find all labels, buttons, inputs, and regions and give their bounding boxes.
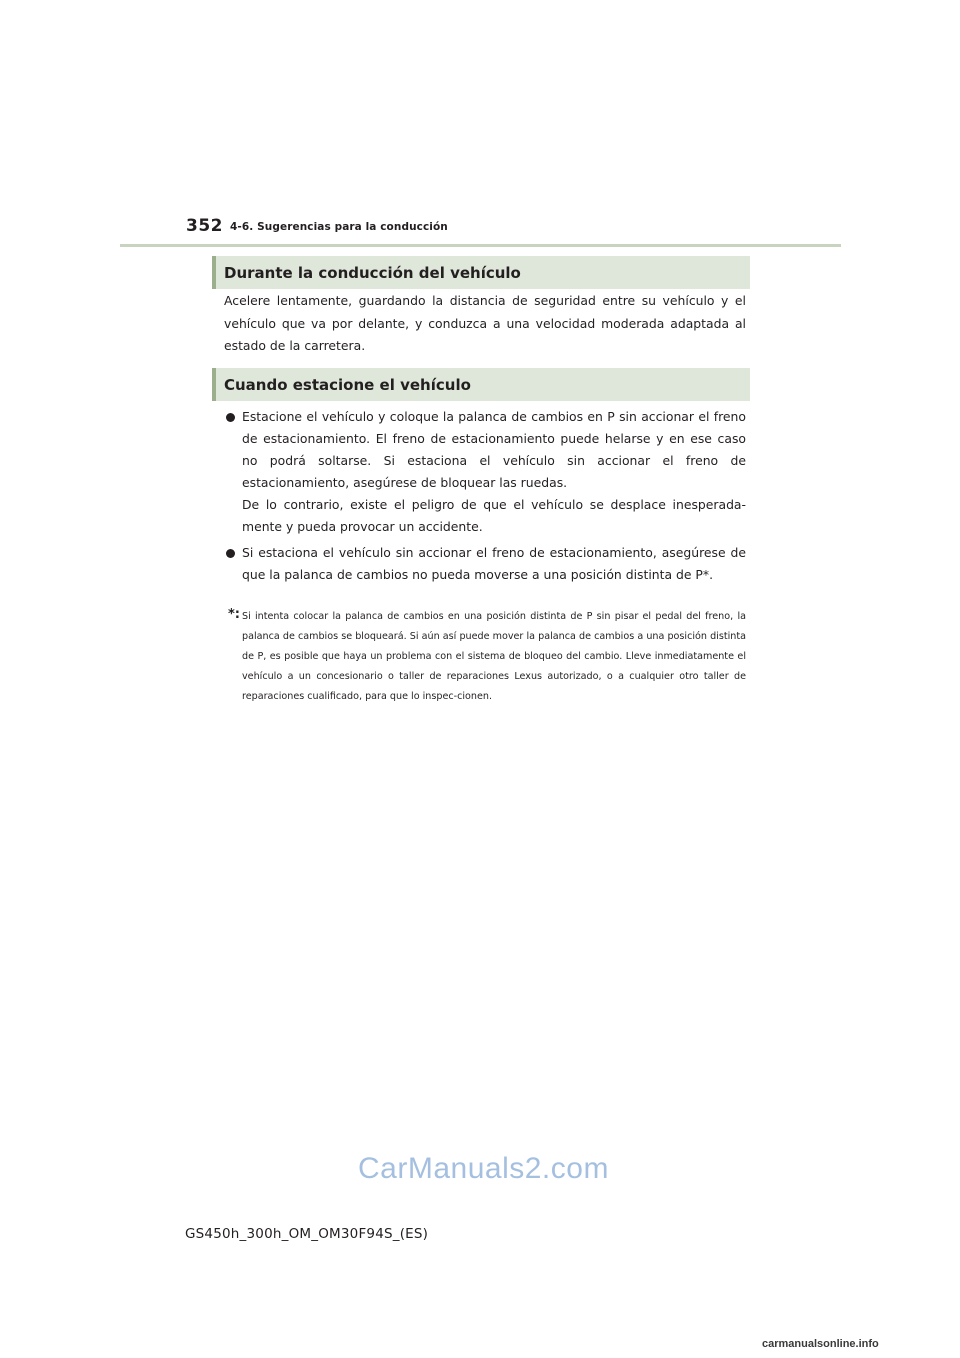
- corner-logo: carmanualsonline.info: [762, 1338, 879, 1350]
- bullet-text: Si estaciona el vehículo sin accionar el freno de estacionamiento, asegúrese de que la palanca de cambios no pueda moverse a una posición distinta de P*.: [242, 545, 746, 582]
- driving-paragraph: Acelere lentamente, guardando la distancia de seguridad entre su vehículo y el vehículo que va por delante, y conduzca a una velocidad moderada adaptada al estado de la carretera.: [224, 293, 746, 353]
- bullet-icon: [226, 549, 235, 558]
- page-number: 352: [186, 216, 223, 236]
- bullet-text: Estacione el vehículo y coloque la palanca de cambios en P sin accionar el freno de estacionamiento. El freno de estacionamiento puede helarse y en ese caso no podrá soltarse. Si estaciona el vehículo sin accionar el freno de estacionamiento, asegúrese de bloquear las ruedas.: [242, 409, 746, 490]
- page-header: [186, 216, 586, 238]
- bullet-icon: [226, 413, 235, 422]
- section-heading-driving: [212, 256, 750, 289]
- list-item: [226, 542, 746, 586]
- footnote-mark: *:: [228, 607, 240, 622]
- footnote: [228, 607, 746, 707]
- section-title: Durante la conducción del vehículo: [224, 264, 521, 282]
- section-title: Cuando estacione el vehículo: [224, 376, 471, 394]
- footnote-text: Si intenta colocar la palanca de cambios en una posición distinta de P sin pisar el pedal del freno, la palanca de cambios se bloqueará. Si aún así puede mover la palanca de cambios a una posición distinta de P, es posible que haya un problema con el sistema de bloqueo del cambio. Lleve inmediatamente el vehículo a un concesionario o taller de reparaciones Lexus autorizado, o a cualquier otro taller de reparaciones cualificado, para que lo inspec-cionen.: [242, 611, 746, 702]
- section-reference: 4-6. Sugerencias para la conducción: [230, 221, 448, 233]
- section-heading-parking: [212, 368, 750, 401]
- watermark: CarManuals2.com: [358, 1152, 609, 1185]
- list-item: [226, 406, 746, 538]
- bullet-text-continued: De lo contrario, existe el peligro de que el vehículo se desplace inesperada-mente y pueda provocar un accidente.: [242, 497, 746, 534]
- document-code: GS450h_300h_OM_OM30F94S_(ES): [185, 1226, 429, 1242]
- header-divider: [120, 244, 841, 247]
